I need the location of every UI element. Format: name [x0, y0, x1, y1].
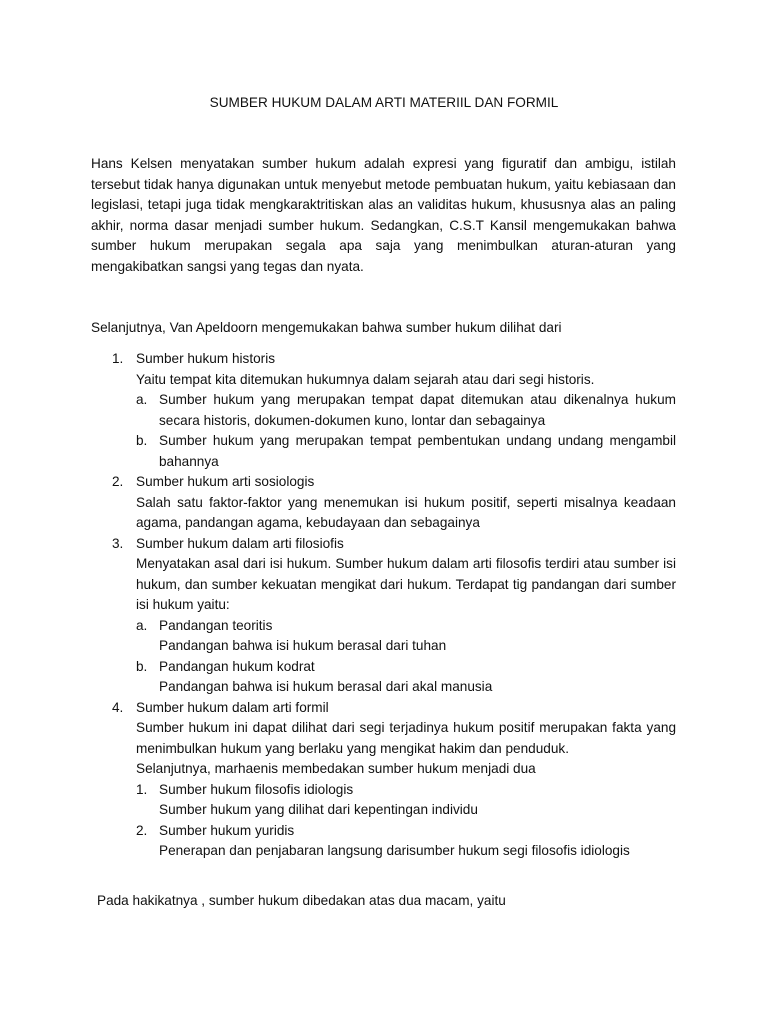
document-title: SUMBER HUKUM DALAM ARTI MATERIIL DAN FORMIL — [209, 95, 559, 110]
list-item — [91, 472, 676, 534]
sub-item — [136, 431, 676, 472]
list-item-heading: Sumber hukum historis — [136, 351, 276, 366]
list-item-heading: Sumber hukum arti sosiologis — [136, 474, 315, 489]
sub-item — [136, 821, 676, 862]
sub-item-text: Sumber hukum yang merupakan tempat dapat ditemukan atau dikenalnya hukum secara historis, dokumen-dokumen kuno, lontar dan sebagainya — [159, 392, 676, 428]
sub-item-heading: Sumber hukum yuridis — [159, 822, 295, 838]
list-item — [91, 534, 676, 698]
list-item-desc: Yaitu tempat kita ditemukan hukumnya dalam sejarah atau dari segi historis. — [136, 371, 595, 387]
sub-item-heading: Pandangan teoritis — [159, 617, 273, 633]
sub-item-letter: a. — [136, 617, 148, 633]
paragraph-kelsen-kansil: Hans Kelsen menyatakan sumber hukum adalah expresi yang figuratif dan ambigu, istilah tersebut tidak hanya digunakan untuk menyebut metode pembuatan hukum, yaitu kebiasaan dan legislasi, tetapi juga tidak mengkaraktritiskan alas an validitas hukum, khususnya alas an paling akhir, norma dasar menjadi sumber hukum. Sedangkan, C.S.T Kansil mengemukakan bahwa sumber hukum merupakan segala apa saja yang menimbulkan aturan-aturan yang mengakibatkan sangsi yang tegas dan nyata. — [91, 156, 676, 274]
sub-item-text: Sumber hukum yang dilihat dari kepentingan individu — [159, 802, 478, 817]
list-item-heading: Sumber hukum dalam arti filosiofis — [136, 535, 344, 551]
list-item-desc: Menyatakan asal dari isi hukum. Sumber hukum dalam arti filosofis terdiri atau sumber isi hukum, dan sumber kekuatan mengikat dari hukum. Terdapat tig pandangan dari sumber isi hukum yaitu: — [136, 556, 676, 612]
list-number: 2. — [112, 474, 124, 489]
sub-item — [136, 657, 676, 698]
sub-item-text: Pandangan bahwa isi hukum berasal dari akal manusia — [159, 679, 493, 694]
sub-item-letter: b. — [136, 433, 148, 448]
sub-item-letter: b. — [136, 658, 148, 674]
list-number: 1. — [112, 351, 124, 366]
sub-item — [136, 616, 676, 657]
list-item-desc: Sumber hukum ini dapat dilihat dari segi terjadinya hukum positif merupakan fakta yang menimbulkan hukum yang berlaku yang mengikat hakim dan penduduk. — [136, 720, 676, 756]
list-item — [91, 698, 676, 862]
sub-item-letter: a. — [136, 392, 148, 407]
sub-item-heading: Sumber hukum filosofis idiologis — [159, 781, 354, 797]
list-number: 3. — [112, 535, 124, 551]
sub-item-number: 2. — [136, 822, 148, 838]
paragraph-van-apeldoorn: Selanjutnya, Van Apeldoorn mengemukakan bahwa sumber hukum dilihat dari — [91, 320, 562, 335]
sub-item-text: Pandangan bahwa isi hukum berasal dari tuhan — [159, 638, 447, 653]
list-number: 4. — [112, 699, 124, 715]
sub-item-text: Penerapan dan penjabaran langsung darisumber hukum segi filosofis idiologis — [159, 843, 630, 858]
sub-item — [136, 780, 676, 821]
paragraph-hakikatnya: Pada hakikatnya , sumber hukum dibedakan atas dua macam, yaitu — [97, 893, 506, 908]
list-item-heading: Sumber hukum dalam arti formil — [136, 699, 329, 715]
sub-item-heading: Pandangan hukum kodrat — [159, 658, 315, 674]
sub-item-number: 1. — [136, 781, 148, 797]
sources-list — [91, 349, 676, 862]
sub-item — [136, 390, 676, 431]
sub-item-text: Sumber hukum yang merupakan tempat pembentukan undang undang mengambil bahannya — [159, 433, 676, 469]
list-item-desc: Salah satu faktor-faktor yang menemukan isi hukum positif, seperti misalnya keadaan agama, pandangan agama, kebudayaan dan sebagainya — [136, 494, 676, 530]
list-item — [91, 349, 676, 472]
list-item-desc-2: Selanjutnya, marhaenis membedakan sumber hukum menjadi dua — [136, 761, 536, 776]
